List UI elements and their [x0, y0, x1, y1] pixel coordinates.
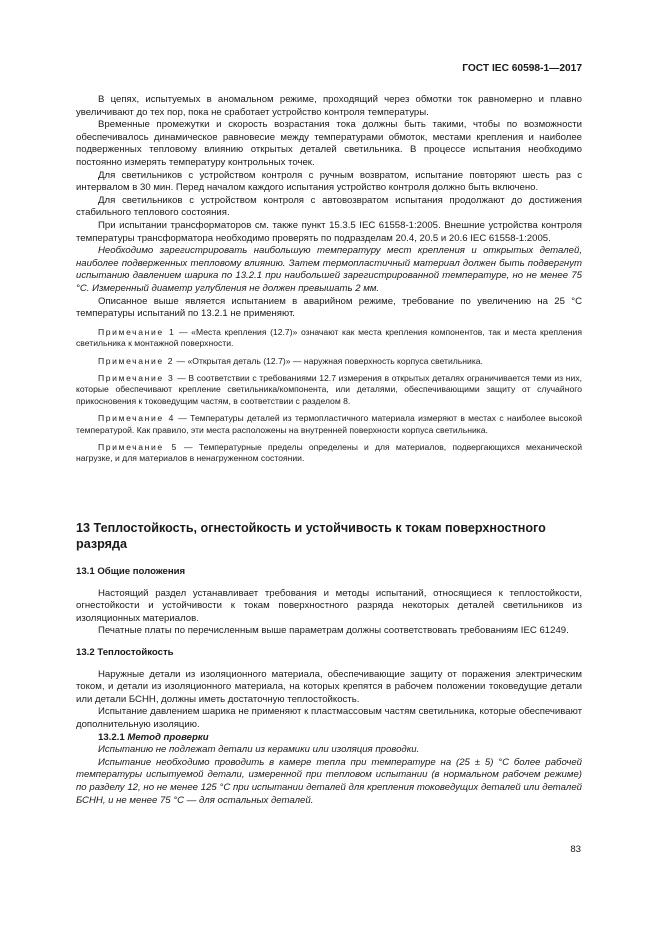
paragraph: Печатные платы по перечисленным выше параметрам должны соответствовать требованиям IEC 61249.	[98, 625, 569, 637]
section-13	[76, 520, 582, 807]
subsection-heading: 13.1 Общие положения	[76, 566, 186, 577]
paragraph: Наружные детали из изоляционного материала, обеспечивающие защиту от поражения электрическим током, и детали из изоляционного материала, на которых крепятся в рабочем положении токоведущие детали или детали БСНН, должны иметь достаточную теплостойкость.	[76, 668, 582, 705]
clause-number: 13.2.1	[98, 731, 125, 743]
note-label: Примечание 4	[98, 413, 176, 424]
note-text: — Температуры деталей из термопластичного материала измеряют в местах с наиболее высокой температурой. Как правило, эти места расположены на внутренней поверхности корпуса светильника.	[76, 413, 583, 435]
note-text: — В соответствии с требованиями 12.7 измерения в открытых деталях ограничивается теми из них, которые обеспечивают крепление светильника/компонента, или деталями, обеспечивающими защиту от случайного прикосновения к токоведущим частям, в соответствии с разделом 8.	[76, 372, 583, 406]
paragraph: Испытание давлением шарика не применяют к пластмассовым частям светильника, которые обеспечивают дополнительную изоляцию.	[76, 706, 582, 730]
paragraph: Настоящий раздел устанавливает требования и методы испытаний, относящиеся к теплостойкости, огнестойкости и устойчивости к токам поверхностного разряда некоторых деталей светильников из изоляционных материалов.	[76, 587, 582, 624]
paragraph: Для светильников с устройством контроля с ручным возвратом, испытание повторяют шесть раз с интервалом в 30 мин. Перед началом каждого испытания устройство контроля должно быть включено.	[76, 169, 582, 194]
paragraph-italic: Необходимо зарегистрировать наибольшую температуру мест крепления и открытых деталей, наиболее подверженных тепловому влиянию. Затем термопластичный материал должен быть подвергнут испытанию давлением шарика по 13.2.1 при наибольшей зарегистрированной температуре, но не менее 75 °С. Измеренный диаметр углубления не должен превышать 2 мм.	[76, 245, 582, 294]
intro-block	[76, 94, 582, 465]
note-label: Примечание 3	[98, 372, 175, 383]
note-label: Примечание 2	[98, 355, 175, 366]
paragraph: Для светильников с устройством контроля с автовозвратом испытания продолжают до достижения стабильного теплового состояния.	[76, 194, 582, 219]
paragraph: Временные промежутки и скорость возрастания тока должны быть такими, чтобы по возможности обеспечивалось динамическое равновесие между температурами обмоток, местами крепления и наиболее подверженных тепловому влиянию открытых деталей светильника. В процессе испытания необходимо постоянно измерять температуру контрольных точек.	[76, 119, 582, 168]
page-number: 83	[570, 844, 581, 855]
paragraph: Описанное выше является испытанием в аварийном режиме, требование по увеличению на 25 °С температуры испытаний по 13.2.1 не применяют.	[76, 295, 582, 320]
note-label: Примечание 5	[98, 441, 178, 452]
paragraph-italic: Испытание необходимо проводить в камере тепла при температуре на (25 ± 5) °С более рабочей температуры испытуемой детали, измеренной при тепловом испытании (в нормальном рабочем режиме) по разделу 12, но не менее 125 °С при испытании деталей для крепления токоведущих деталей или деталей БСНН, и не менее 75 °С — для остальных деталей.	[76, 756, 582, 806]
clause-title: Метод проверки	[127, 731, 209, 743]
subsection-heading: 13.2 Теплостойкость	[76, 646, 174, 658]
note-4	[76, 413, 582, 436]
note-5	[76, 442, 582, 465]
note-text: — «Открытая деталь (12.7)» — наружная поверхность корпуса светильника.	[174, 355, 483, 366]
note-label: Примечание 1	[98, 326, 176, 337]
note-3	[76, 373, 582, 407]
document-header: ГОСТ IEC 60598-1—2017	[462, 63, 582, 74]
note-2	[76, 356, 582, 367]
note-text: — Температурные пределы определены и для материалов, подвергающихся механической нагрузке, и для материалов в ненагруженном состоянии.	[76, 441, 582, 464]
note-text: — «Места крепления (12.7)» означают как места крепления компонентов, так и места крепления светильника к монтажной поверхности.	[76, 326, 582, 349]
clause-heading	[76, 732, 582, 745]
paragraph: При испытании трансформаторов см. также пункт 15.3.5 IEC 61558-1:2005. Внешние устройства контроля температуры трансформатора необходимо проверять по подразделам 20.4, 20.5 и 20.6 IEC 61558-1:2005.	[76, 219, 582, 244]
note-1	[76, 327, 582, 350]
paragraph: В цепях, испытуемых в аномальном режиме, проходящий через обмотки ток равномерно и плавно увеличивают до тех пор, пока не сработает устройство контроля температуры.	[76, 94, 582, 118]
paragraph-italic: Испытанию не подлежат детали из керамики или изоляция проводки.	[98, 744, 420, 756]
section-heading: 13 Теплостойкость, огнестойкость и устойчивость к токам поверхностного разряда	[76, 521, 546, 551]
